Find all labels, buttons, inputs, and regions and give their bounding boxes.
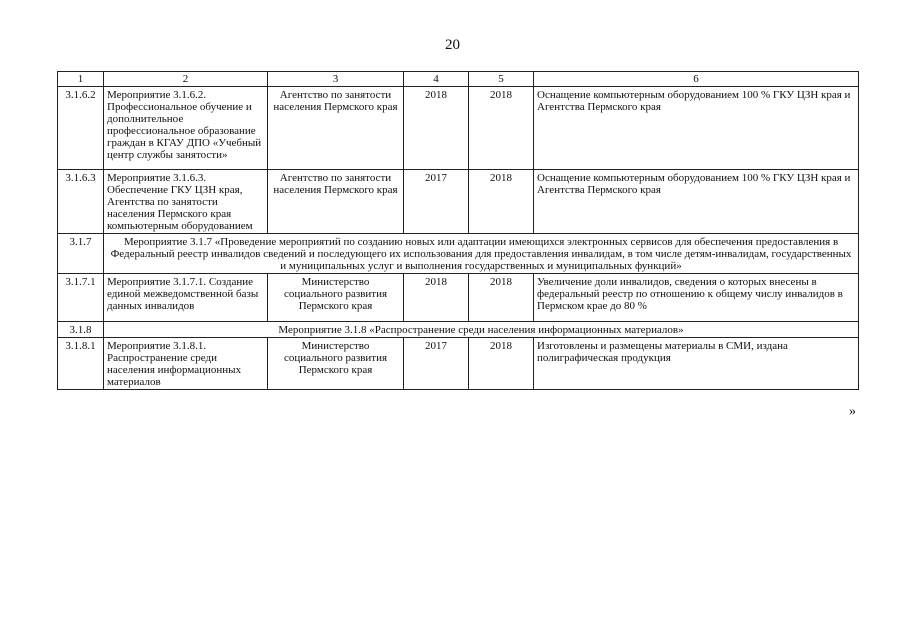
table-row xyxy=(58,87,859,170)
section-number: 3.1.8 xyxy=(58,322,104,338)
activities-table xyxy=(57,71,859,390)
item-title: Мероприятие 3.1.8.1. Распространение среди населения информационных материалов xyxy=(104,338,268,390)
section-row xyxy=(58,234,859,274)
item-end-year: 2018 xyxy=(469,338,534,390)
item-number: 3.1.6.3 xyxy=(58,170,104,234)
table-row xyxy=(58,338,859,390)
item-title: Мероприятие 3.1.6.2. Профессиональное обучение и дополнительное профессиональное образование граждан в КГАУ ДПО «Учебный центр службы занятости» xyxy=(104,87,268,170)
item-start-year: 2018 xyxy=(404,274,469,322)
header-cell: 5 xyxy=(469,72,534,87)
page-number: 20 xyxy=(445,37,460,53)
header-cell: 2 xyxy=(104,72,268,87)
item-end-year: 2018 xyxy=(469,274,534,322)
section-title: Мероприятие 3.1.8 «Распространение среди населения информационных материалов» xyxy=(104,322,859,338)
section-row xyxy=(58,322,859,338)
section-number: 3.1.7 xyxy=(58,234,104,274)
item-executor: Министерство социального развития Пермского края xyxy=(268,274,404,322)
item-title: Мероприятие 3.1.7.1. Создание единой межведомственной базы данных инвалидов xyxy=(104,274,268,322)
item-number: 3.1.6.2 xyxy=(58,87,104,170)
item-end-year: 2018 xyxy=(469,87,534,170)
item-start-year: 2018 xyxy=(404,87,469,170)
table-row xyxy=(58,170,859,234)
item-result: Оснащение компьютерным оборудованием 100 % ГКУ ЦЗН края и Агентства Пермского края xyxy=(534,170,859,234)
item-result: Изготовлены и размещены материалы в СМИ, издана полиграфическая продукция xyxy=(534,338,859,390)
header-cell: 6 xyxy=(534,72,859,87)
closing-quote-mark: » xyxy=(849,404,856,419)
item-start-year: 2017 xyxy=(404,338,469,390)
item-result: Оснащение компьютерным оборудованием 100 % ГКУ ЦЗН края и Агентства Пермского края xyxy=(534,87,859,170)
item-executor: Агентство по занятости населения Пермского края xyxy=(268,170,404,234)
table-row xyxy=(58,274,859,322)
header-cell: 1 xyxy=(58,72,104,87)
header-row xyxy=(58,72,859,87)
item-end-year: 2018 xyxy=(469,170,534,234)
item-result: Увеличение доли инвалидов, сведения о которых внесены в федеральный реестр по отношению к общему числу инвалидов в Пермском крае до 80 % xyxy=(534,274,859,322)
item-title: Мероприятие 3.1.6.3. Обеспечение ГКУ ЦЗН края, Агентства по занятости населения Пермского края компьютерным оборудованием xyxy=(104,170,268,234)
header-cell: 3 xyxy=(268,72,404,87)
header-cell: 4 xyxy=(404,72,469,87)
item-executor: Министерство социального развития Пермского края xyxy=(268,338,404,390)
item-number: 3.1.7.1 xyxy=(58,274,104,322)
item-number: 3.1.8.1 xyxy=(58,338,104,390)
item-start-year: 2017 xyxy=(404,170,469,234)
section-title: Мероприятие 3.1.7 «Проведение мероприятий по созданию новых или адаптации имеющихся электронных сервисов для обеспечения предоставления в Федеральный реестр инвалидов сведений и последующего их использования для предоставления инвалидам, в том числе детям-инвалидам, государственных и муниципальных услуг и выполнения государственных и муниципальных функций» xyxy=(104,234,859,274)
item-executor: Агентство по занятости населения Пермского края xyxy=(268,87,404,170)
